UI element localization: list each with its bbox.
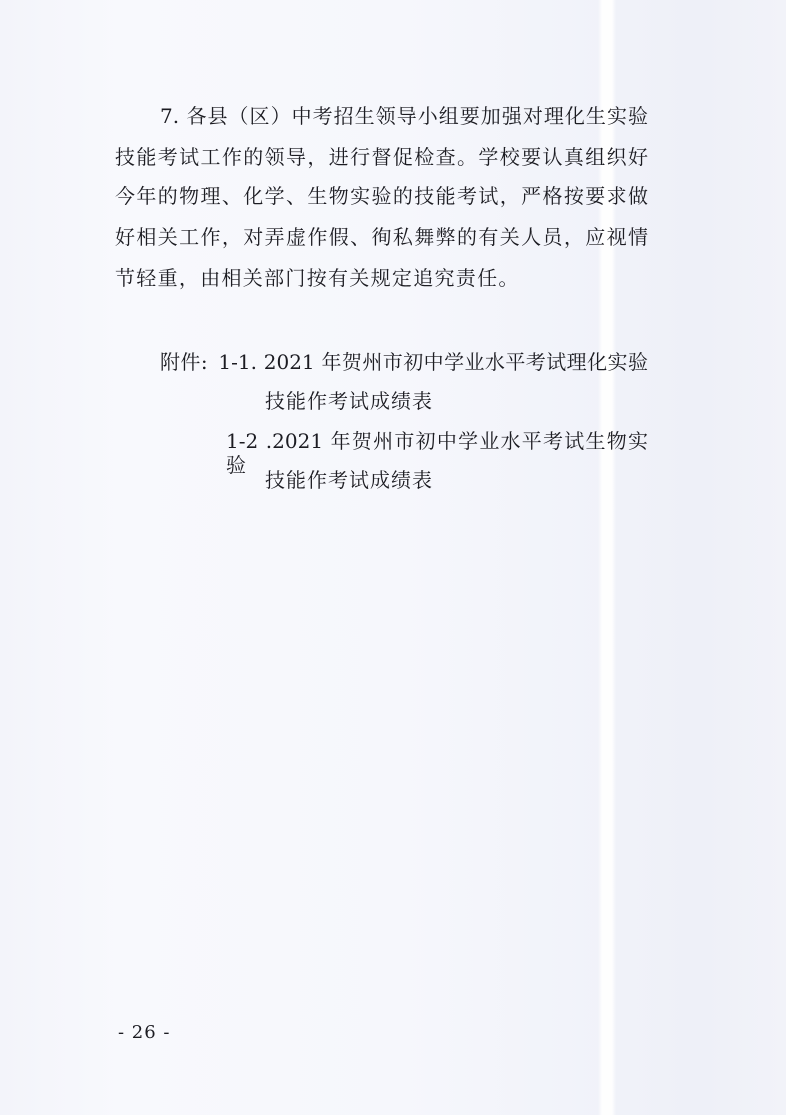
attachment-item-2-title: 1-2 .2021 年贺州市初中学业水平考试生物实验	[226, 429, 648, 477]
page-number: - 26 -	[118, 1022, 171, 1043]
paragraph-line: 好相关工作，对弄虚作假、徇私舞弊的有关人员，应视情	[115, 225, 648, 249]
attachment-item-2-continuation: 技能作考试成绩表	[265, 468, 433, 492]
paragraph-line: 今年的物理、化学、生物实验的技能考试，严格按要求做	[115, 184, 648, 208]
paragraph-line: 节轻重，由相关部门按有关规定追究责任。	[115, 266, 520, 290]
attachments-label: 附件:	[160, 350, 208, 374]
attachment-title-text: 1-1. 2021 年贺州市初中学业水平考试理化实验	[218, 350, 648, 374]
paragraph-line: 7. 各县（区）中考招生领导小组要加强对理化生实验	[160, 104, 648, 128]
paragraph-line: 技能考试工作的领导，进行督促检查。学校要认真组织好	[115, 145, 648, 169]
attachment-item-1-title	[160, 350, 648, 374]
attachment-item-1-continuation: 技能作考试成绩表	[265, 389, 433, 413]
